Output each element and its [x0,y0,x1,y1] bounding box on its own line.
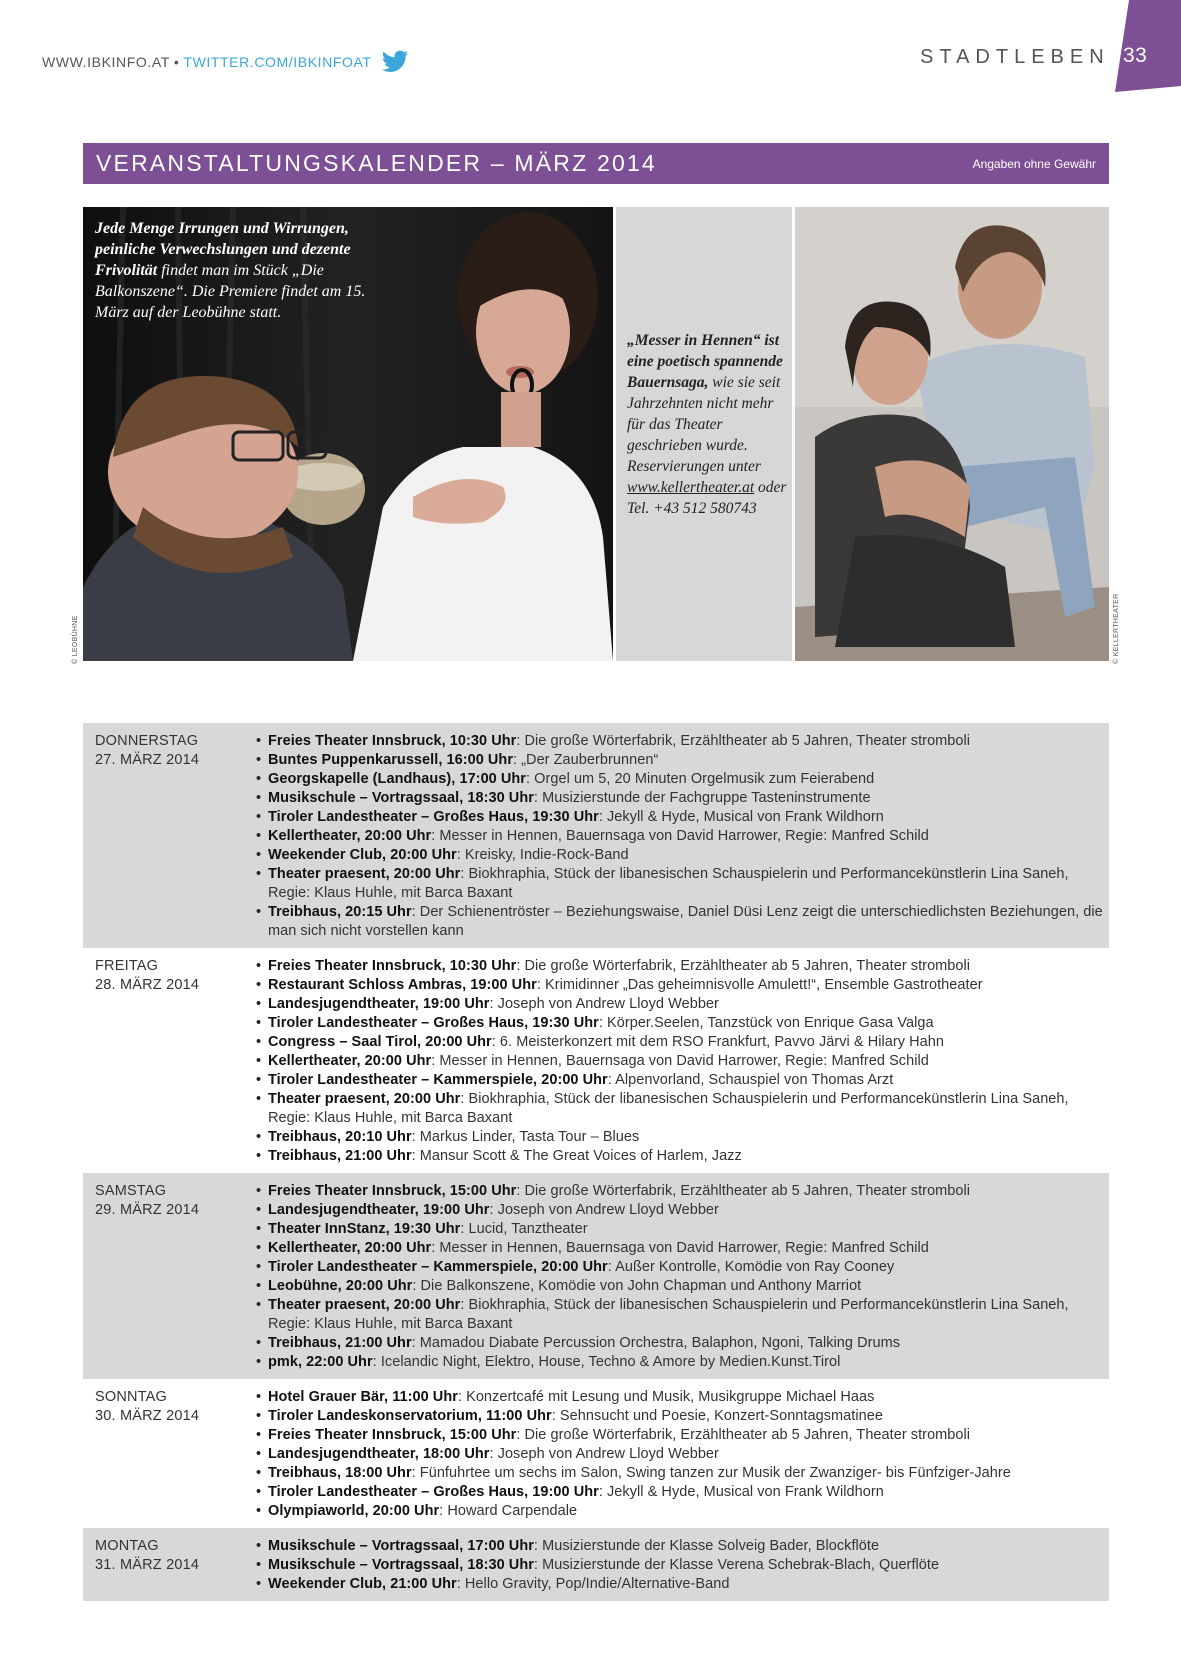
section-title: STADTLEBEN [920,46,1110,68]
event-venue-time: Tiroler Landestheater – Großes Haus, 19:30 Uhr [268,1015,599,1031]
event-venue-time: Tiroler Landestheater – Kammerspiele, 20:00 Uhr [268,1072,608,1088]
event-item [255,1090,1109,1128]
header-separator: • [173,54,180,70]
event-venue-time: Weekender Club, 20:00 Uhr [268,847,457,863]
twitter-link[interactable]: TWITTER.COM/IBKINFOAT [183,54,372,70]
event-description: : Körper.Seelen, Tanzstück von Enrique Gasa Valga [598,1015,934,1031]
event-item [255,995,1109,1014]
event-item [255,1258,1109,1277]
event-description: : Kreisky, Indie-Rock-Band [456,847,629,863]
event-venue-time: Freies Theater Innsbruck, 15:00 Uhr [268,1183,517,1199]
event-venue-time: Landesjugendtheater, 19:00 Uhr [268,1202,490,1218]
event-description: : Biokhraphia, Stück der libanesischen Schauspielerin und Performancekünstlerin Lina Saneh, Regie: Klaus Huhle, mit Barca Baxant [268,1297,1069,1332]
calendar-day [83,1379,1109,1528]
event-item [255,1201,1109,1220]
event-description: : Orgel um 5, 20 Minuten Orgelmusik zum Feierabend [526,771,875,787]
event-item [255,1556,1109,1575]
event-item [255,1052,1109,1071]
event-venue-time: Hotel Grauer Bär, 11:00 Uhr [268,1389,458,1405]
event-description: : Außer Kontrolle, Komödie von Ray Cooney [607,1259,895,1275]
event-venue-time: Theater InnStanz, 19:30 Uhr [268,1221,461,1237]
event-description: : Krimidinner „Das geheimnisvolle Amulett!“, Ensemble Gastrotheater [536,977,983,993]
photo2-caption-lead: „Messer in Hennen“ ist eine poetisch spannende Bauernsaga, [627,332,783,391]
event-venue-time: Theater praesent, 20:00 Uhr [268,1091,461,1107]
event-item [255,976,1109,995]
event-venue-time: Tiroler Landestheater – Großes Haus, 19:00 Uhr [268,1484,599,1500]
event-venue-time: Musikschule – Vortragssaal, 17:00 Uhr [268,1538,534,1554]
event-venue-time: Tiroler Landestheater – Kammerspiele, 20:00 Uhr [268,1259,608,1275]
event-description: : Biokhraphia, Stück der libanesischen Schauspielerin und Performancekünstlerin Lina Saneh, Regie: Klaus Huhle, mit Barca Baxant [268,1091,1069,1126]
event-venue-time: Freies Theater Innsbruck, 10:30 Uhr [268,958,517,974]
event-description: : Joseph von Andrew Lloyd Webber [489,1446,719,1462]
event-description: : Der Schienentröster – Beziehungswaise, Daniel Düsi Lenz zeigt die unterschiedlichsten Beziehungen, die man sich nicht vorstellen kann [268,904,1103,939]
event-venue-time: Landesjugendtheater, 19:00 Uhr [268,996,490,1012]
event-item [255,1334,1109,1353]
event-description: : Icelandic Night, Elektro, House, Techno & Amore by Medien.Kunst.Tirol [372,1354,841,1370]
day-label [95,732,255,941]
event-description: : „Der Zauberbrunnen“ [513,752,659,768]
calendar-day [83,948,1109,1173]
event-description: : Hello Gravity, Pop/Indie/Alternative-Band [456,1576,730,1592]
day-date: 30. MÄRZ 2014 [95,1408,200,1424]
disclaimer-note: Angaben ohne Gewähr [972,156,1096,171]
calendar-day [83,723,1109,948]
day-weekday: MONTAG [95,1538,159,1554]
event-item [255,846,1109,865]
event-item [255,1033,1109,1052]
event-venue-time: Congress – Saal Tirol, 20:00 Uhr [268,1034,492,1050]
event-description: : Joseph von Andrew Lloyd Webber [489,1202,719,1218]
event-item [255,1014,1109,1033]
calendar-day [83,1173,1109,1379]
event-description: : Messer in Hennen, Bauernsaga von David Harrower, Regie: Manfred Schild [431,1053,929,1069]
event-venue-time: Leobühne, 20:00 Uhr [268,1278,413,1294]
event-description: : Mansur Scott & The Great Voices of Harlem, Jazz [411,1148,742,1164]
event-venue-time: Tiroler Landeskonservatorium, 11:00 Uhr [268,1408,552,1424]
event-item [255,1537,1109,1556]
day-weekday: SONNTAG [95,1389,168,1405]
day-label [95,957,255,1166]
event-description: : Die große Wörterfabrik, Erzähltheater ab 5 Jahren, Theater stromboli [516,733,971,749]
event-list [255,1388,1109,1521]
event-venue-time: Treibhaus, 21:00 Uhr [268,1335,412,1351]
event-item [255,789,1109,808]
event-venue-time: Kellertheater, 20:00 Uhr [268,1240,432,1256]
event-description: : Lucid, Tanztheater [460,1221,588,1237]
event-item [255,1220,1109,1239]
event-venue-time: Buntes Puppenkarussell, 16:00 Uhr [268,752,514,768]
event-item [255,1464,1109,1483]
site-url[interactable]: WWW.IBKINFO.AT [42,54,170,70]
event-description: : Alpenvorland, Schauspiel von Thomas Arzt [607,1072,894,1088]
event-description: : Konzertcafé mit Lesung und Musik, Musikgruppe Michael Haas [457,1389,875,1405]
event-item [255,1502,1109,1521]
event-venue-time: Restaurant Schloss Ambras, 19:00 Uhr [268,977,537,993]
event-description: : Die große Wörterfabrik, Erzähltheater ab 5 Jahren, Theater stromboli [516,958,971,974]
page-number: 33 [1123,44,1148,67]
title-bar [83,143,1109,184]
event-item [255,957,1109,976]
event-item [255,1239,1109,1258]
kellertheater-photo-illustration [795,207,1109,661]
event-list [255,957,1109,1166]
day-label [95,1182,255,1372]
event-venue-time: Kellertheater, 20:00 Uhr [268,1053,432,1069]
event-venue-time: Kellertheater, 20:00 Uhr [268,828,432,844]
event-venue-time: Treibhaus, 20:15 Uhr [268,904,412,920]
event-item [255,903,1109,941]
event-venue-time: Musikschule – Vortragssaal, 18:30 Uhr [268,1557,534,1573]
event-description: : Die große Wörterfabrik, Erzähltheater ab 5 Jahren, Theater stromboli [516,1427,971,1443]
event-description: : Die große Wörterfabrik, Erzähltheater ab 5 Jahren, Theater stromboli [516,1183,971,1199]
event-venue-time: Freies Theater Innsbruck, 15:00 Uhr [268,1427,517,1443]
event-item [255,1353,1109,1372]
event-list [255,732,1109,941]
photo1-caption-text: findet man im Stück „Die Balkonszene“. Die Premiere findet am 15. März auf der Leobühne statt. [95,262,366,321]
event-description: : Jekyll & Hyde, Musical von Frank Wildhorn [598,1484,884,1500]
event-venue-time: Treibhaus, 18:00 Uhr [268,1465,412,1481]
event-calendar [83,723,1109,1601]
event-item [255,1483,1109,1502]
event-item [255,808,1109,827]
event-item [255,732,1109,751]
photo2-caption-text: wie sie seit Jahrzehnten nicht mehr für das Theater geschrieben wurde. Reservierungen unter [627,374,781,475]
event-item [255,865,1109,903]
day-label [95,1537,255,1594]
event-venue-time: Olympiaworld, 20:00 Uhr [268,1503,440,1519]
event-venue-time: Theater praesent, 20:00 Uhr [268,866,461,882]
event-venue-time: Treibhaus, 20:10 Uhr [268,1129,412,1145]
kellertheater-link[interactable]: www.kellertheater.at [627,479,755,496]
event-description: : Biokhraphia, Stück der libanesischen Schauspielerin und Performancekünstlerin Lina Saneh, Regie: Klaus Huhle, mit Barca Baxant [268,866,1069,901]
event-description: : Musizierstunde der Klasse Solveig Bader, Blockflöte [533,1538,880,1554]
calendar-day [83,1528,1109,1601]
event-venue-time: Treibhaus, 21:00 Uhr [268,1148,412,1164]
day-date: 29. MÄRZ 2014 [95,1202,200,1218]
photo1-caption-lead: Jede Menge Irrungen und Wirrungen, peinliche Verwechslungen und dezente Frivolität [95,220,351,279]
page-heading: VERANSTALTUNGSKALENDER – MÄRZ 2014 [96,150,657,176]
event-list [255,1182,1109,1372]
event-item [255,1147,1109,1166]
event-item [255,1388,1109,1407]
day-date: 28. MÄRZ 2014 [95,977,200,993]
event-venue-time: Musikschule – Vortragssaal, 18:30 Uhr [268,790,534,806]
event-item [255,770,1109,789]
event-venue-time: Weekender Club, 21:00 Uhr [268,1576,457,1592]
twitter-bird-icon[interactable] [381,50,409,74]
event-description: : Mamadou Diabate Percussion Orchestra, Balaphon, Ngoni, Talking Drums [411,1335,901,1351]
event-item [255,1296,1109,1334]
event-description: : Sehnsucht und Poesie, Konzert-Sonntagsmatinee [551,1408,883,1424]
event-description: : Messer in Hennen, Bauernsaga von David Harrower, Regie: Manfred Schild [431,1240,929,1256]
header-links [42,50,409,74]
event-item [255,1071,1109,1090]
day-label [95,1388,255,1521]
event-description: : Messer in Hennen, Bauernsaga von David Harrower, Regie: Manfred Schild [431,828,929,844]
event-list [255,1537,1109,1594]
photo2-credit: © KELLERTHEATER [1113,593,1120,664]
event-venue-time: pmk, 22:00 Uhr [268,1354,373,1370]
event-item [255,1182,1109,1201]
photo1-credit: © LEOBÜHNE [72,615,79,664]
event-item [255,1277,1109,1296]
event-description: : Musizierstunde der Klasse Verena Schebrak-Blach, Querflöte [533,1557,940,1573]
day-date: 31. MÄRZ 2014 [95,1557,200,1573]
event-venue-time: Theater praesent, 20:00 Uhr [268,1297,461,1313]
photo1-caption [95,218,385,323]
event-item [255,1407,1109,1426]
event-description: : Jekyll & Hyde, Musical von Frank Wildhorn [598,809,884,825]
day-date: 27. MÄRZ 2014 [95,752,200,768]
photo2-caption [627,330,787,519]
event-item [255,1128,1109,1147]
leobuehne-photo [83,207,613,661]
event-item [255,827,1109,846]
kellertheater-caption-box [616,207,792,661]
day-weekday: DONNERSTAG [95,733,199,749]
event-description: : Joseph von Andrew Lloyd Webber [489,996,719,1012]
event-item [255,1575,1109,1594]
event-venue-time: Georgskapelle (Landhaus), 17:00 Uhr [268,771,526,787]
event-item [255,751,1109,770]
day-weekday: FREITAG [95,958,159,974]
event-description: : Fünfuhrtee um sechs im Salon, Swing tanzen zur Musik der Zwanziger- bis Fünfziger-Jahre [411,1465,1011,1481]
event-item [255,1445,1109,1464]
event-venue-time: Freies Theater Innsbruck, 10:30 Uhr [268,733,517,749]
day-weekday: SAMSTAG [95,1183,167,1199]
event-description: : Markus Linder, Tasta Tour – Blues [411,1129,640,1145]
event-venue-time: Landesjugendtheater, 18:00 Uhr [268,1446,490,1462]
event-description: : Die Balkonszene, Komödie von John Chapman und Anthony Marriot [412,1278,862,1294]
event-venue-time: Tiroler Landestheater – Großes Haus, 19:30 Uhr [268,809,599,825]
event-description: : 6. Meisterkonzert mit dem RSO Frankfurt, Pavvo Järvi & Hilary Hahn [491,1034,944,1050]
phone-number: oder Tel. +43 512 580743 [627,479,787,517]
event-description: : Howard Carpendale [439,1503,578,1519]
event-description: : Musizierstunde der Fachgruppe Tasteninstrumente [533,790,871,806]
kellertheater-photo [795,207,1109,661]
event-item [255,1426,1109,1445]
